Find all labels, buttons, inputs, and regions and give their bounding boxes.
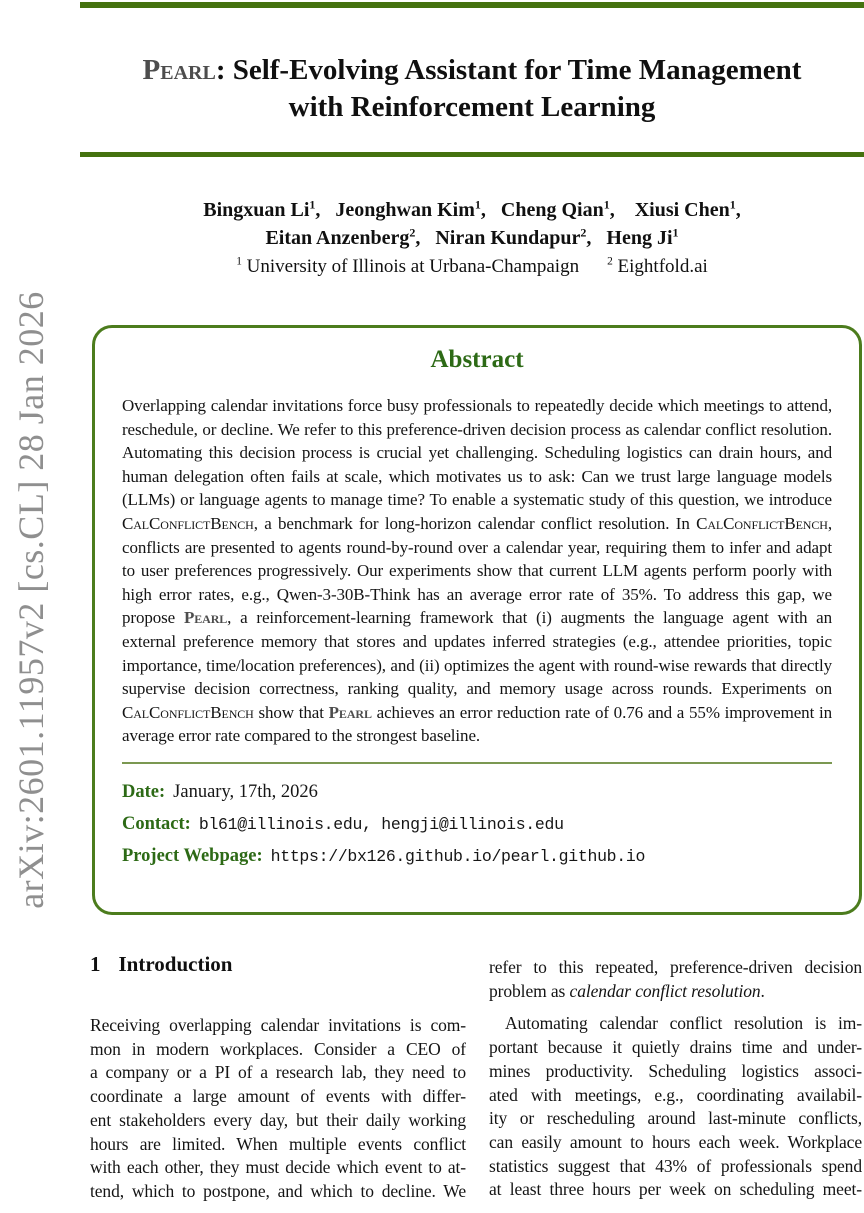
intro-left-column — [90, 1014, 466, 1213]
contact-row — [122, 812, 832, 837]
author-list — [80, 196, 864, 252]
intro-right-column — [489, 956, 862, 1211]
intro-paragraph-1: Receiving overlapping calendar invitations is com- mon in modern workplaces. Consider a CEO of a company or a PI of a research lab, they need to coordinate a large amount of events with differ- ent stakeholders every day, but their daily working hours are limited. When multiple events conflict with each other, they must decide which event to at- tend, which to postpone, and which to decline. We — [90, 1015, 466, 1201]
abstract-text: Overlapping calendar invitations force busy professionals to repeatedly decide which meetings to attend, reschedule, or decline. We refer to this preference-driven decision process as calendar conflict resolution. Automating this decision process is crucial yet challenging. Scheduling logistics can drain hours, and human delegation often fails at scale, which motivates us to ask: Can we trust large language models (LLMs) or language agents to manage time? To enable a systematic study of this question, we introduce CalConflictBench, a benchmark for long-horizon calendar conflict resolution. In CalConflictBench, conflicts are presented to agents round-by-round over a calendar year, requiring them to infer and adapt to user preferences progressively. Our experiments show that current LLM agents perform poorly with high error rates, e.g., Qwen-3-30B-Think has an average error rate of 35%. To address this gap, we propose Pearl, a reinforcement-learning framework that (i) augments the language agent with an external preference memory that stores and updates inferred strategies (e.g., attendee priorities, topic importance, time/location preferences), and (ii) optimizes the agent with round-wise rewards that directly supervise decision correctness, ranking quality, and memory usage across rounds. Experiments on CalConflictBench show that Pearl achieves an error reduction rate of 0.76 and a 55% improvement in average error rate compared to the strongest baseline. — [122, 396, 832, 746]
affiliations: $^1$ University of Illinois at Urbana-Champaign $^2$ Eightfold.ai — [236, 255, 708, 277]
webpage-row — [122, 844, 832, 869]
authors-line-2: Eitan Anzenberg$^2$, Niran Kundapur$^2$, Heng Ji$^1$ — [265, 225, 679, 249]
contact-emails-link[interactable]: bl61@illinois.edu, hengji@illinois.edu — [198, 814, 564, 834]
paper-title-line-2: with Reinforcement Learning — [288, 91, 656, 123]
section-number: 1 — [90, 952, 101, 976]
section-title: Introduction — [118, 952, 233, 976]
webpage-label: Project Webpage: — [122, 845, 263, 866]
abstract-meta-divider — [122, 762, 832, 764]
title-rule — [80, 152, 864, 157]
intro-paragraph-1-continued: refer to this repeated, preference-driven decision problem as calendar conflict resolution. — [489, 957, 862, 1001]
top-rule — [80, 2, 864, 8]
date-value: January, 17th, 2026 — [173, 781, 318, 802]
intro-paragraph-2: Automating calendar conflict resolution is im- portant because it quietly drains time and under- mines productivity. Scheduling logistics associ- ated with meetings, e.g., coordinating availabil- ity or rescheduling around last-minute conflicts, can easily amount to hours each week. Workplace statistics suggest that 43% of professionals spend at least three hours per week on scheduling meet- — [489, 1013, 862, 1200]
date-row — [122, 780, 832, 805]
abstract-box — [92, 325, 862, 915]
section-heading-introduction — [90, 952, 232, 977]
arxiv-watermark: arXiv:2601.11957v2 [cs.CL] 28 Jan 2026 — [11, 291, 51, 909]
abstract-heading: Abstract — [430, 346, 524, 373]
date-label: Date: — [122, 781, 166, 802]
authors-line-1: Bingxuan Li$^1$, Jeonghwan Kim$^1$, Cheng Qian$^1$, Xiusi Chen$^1$, — [203, 197, 741, 221]
paper-title — [80, 52, 864, 126]
contact-label: Contact: — [122, 813, 191, 834]
paper-title-line-1: Pearl: Self-Evolving Assistant for Time Management — [142, 54, 802, 86]
project-webpage-link[interactable]: https://bx126.github.io/pearl.github.io — [270, 846, 646, 866]
